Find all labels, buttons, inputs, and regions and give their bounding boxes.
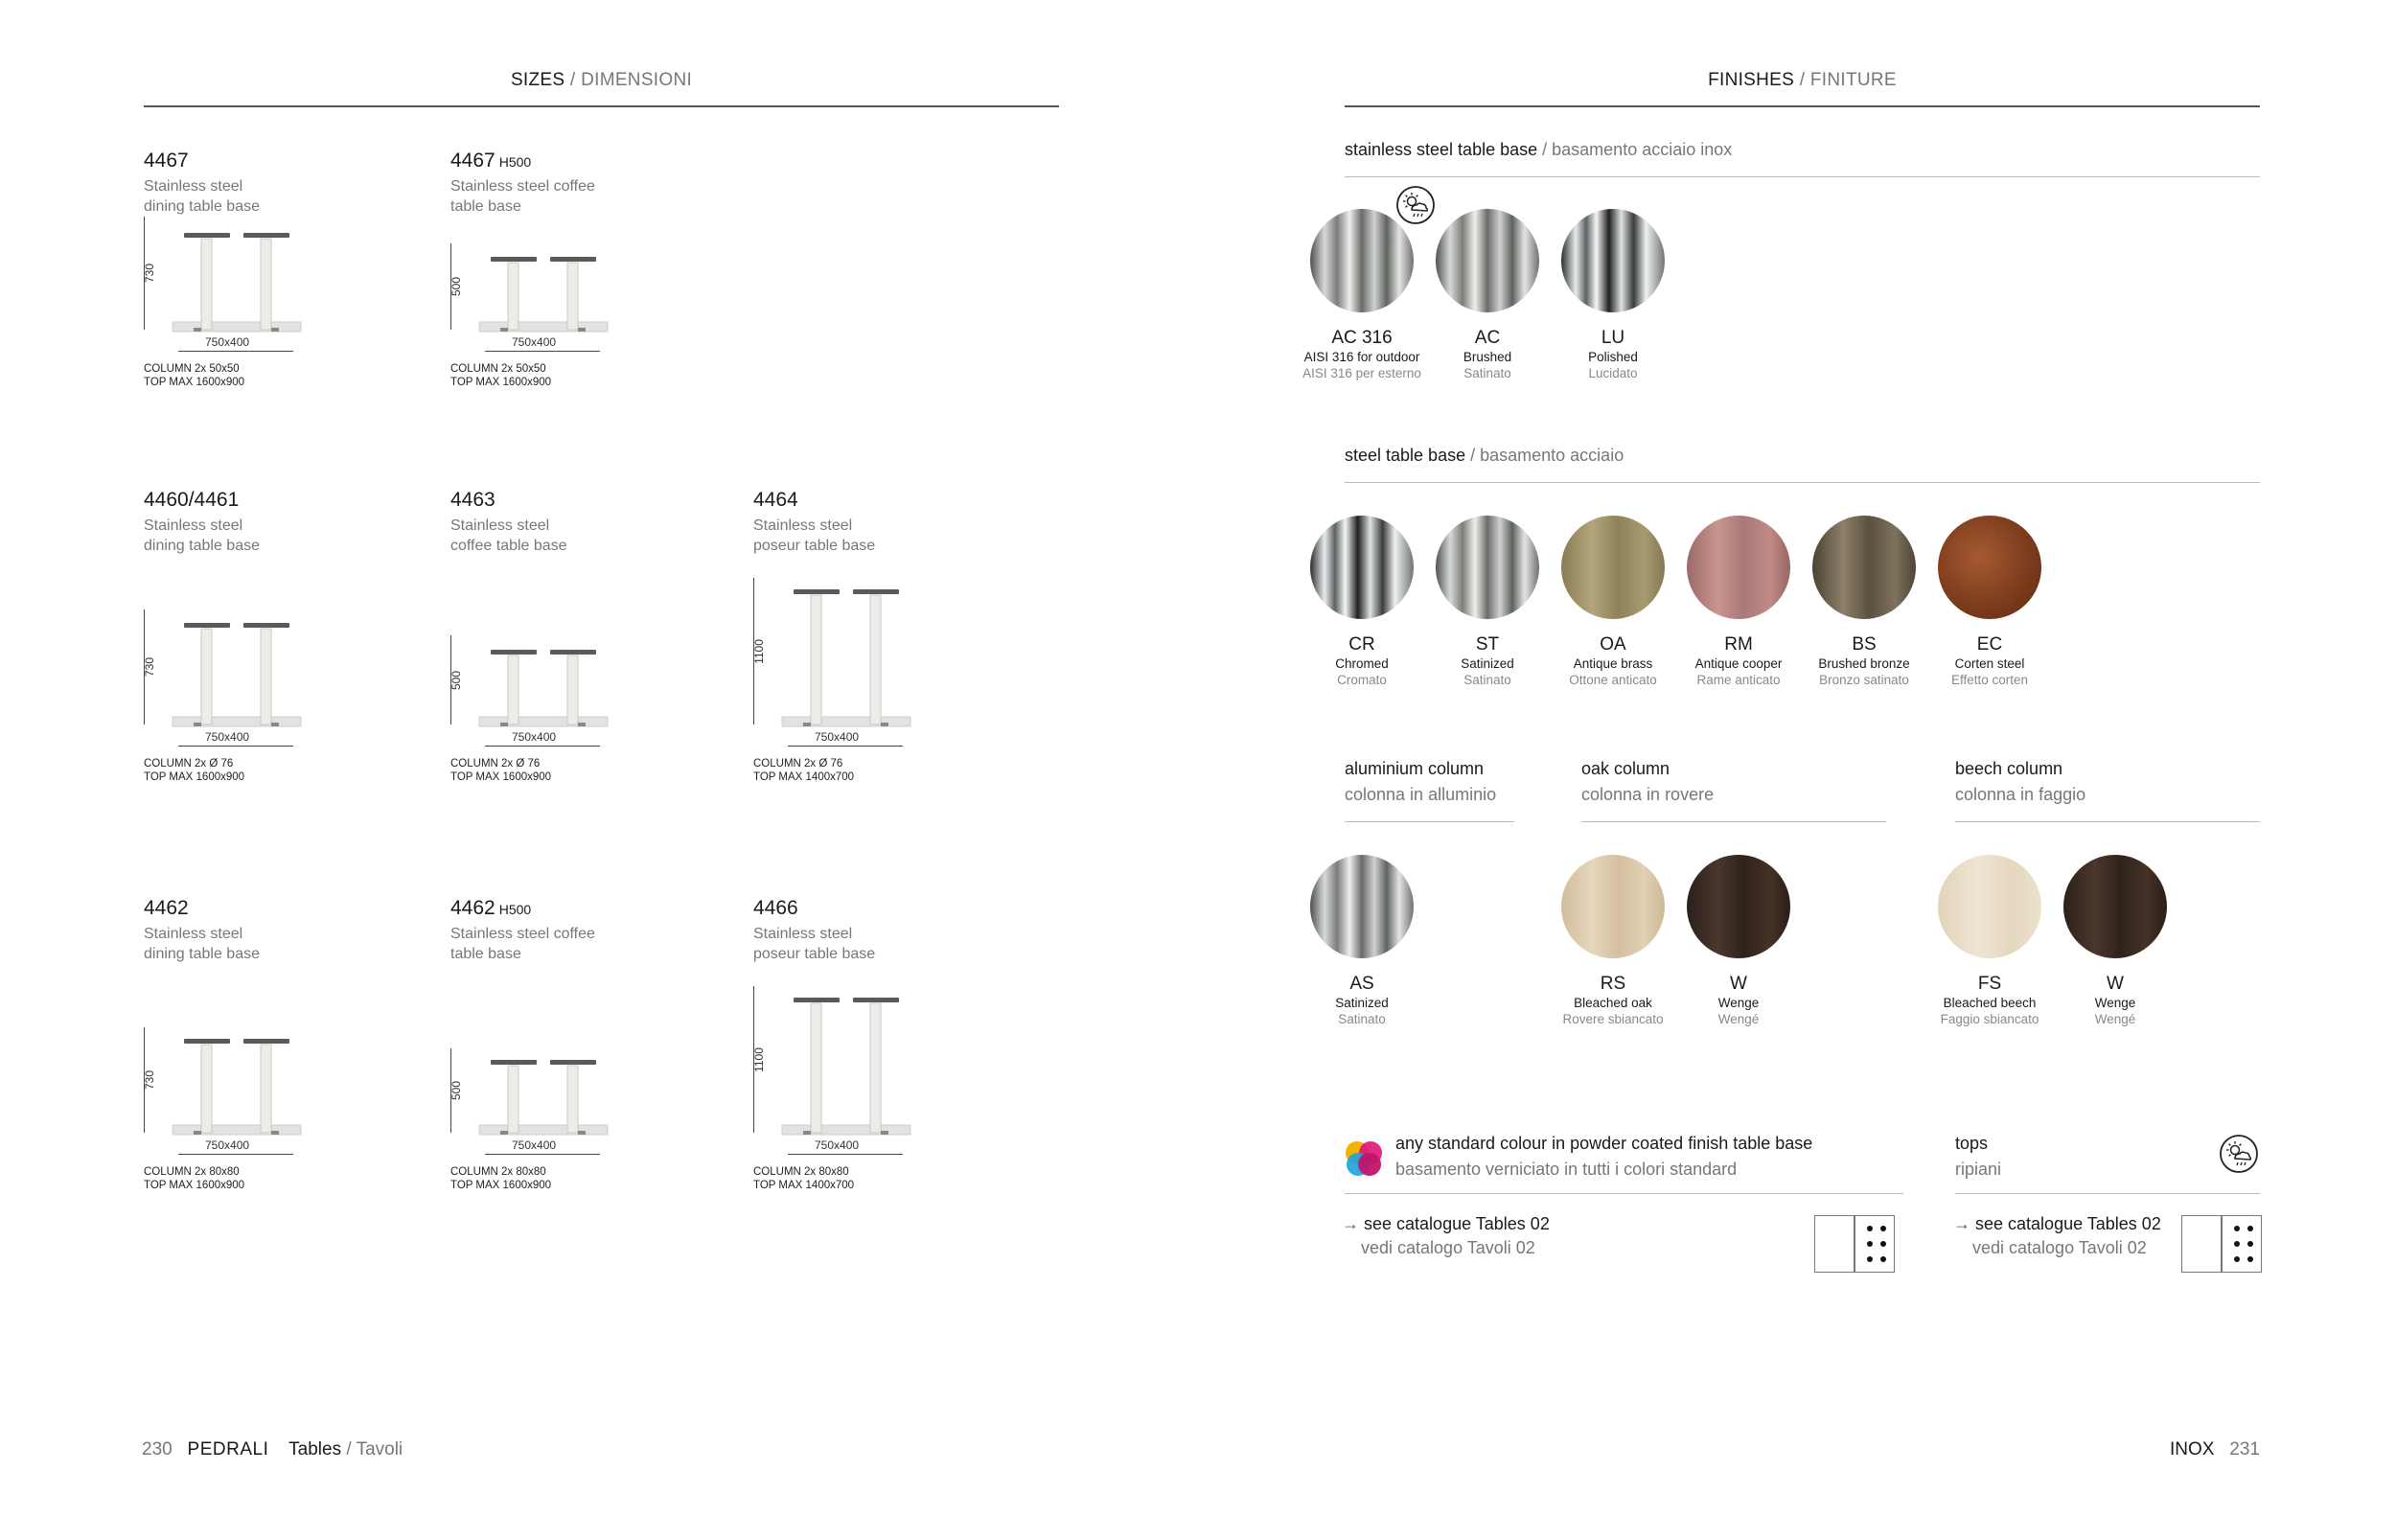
finish-label: ST Satinized Satinato: [1461, 634, 1514, 687]
page-number-right: 231: [2229, 1439, 2260, 1460]
product-description: Stainless steel poseur table base: [753, 926, 876, 962]
sizes-subtitle: DIMENSIONI: [581, 70, 693, 90]
finish-label: W Wenge Wengé: [2094, 974, 2136, 1026]
product-spec: COLUMN 2x 80x80 TOP MAX 1400x700: [753, 1166, 855, 1191]
tops-title: tops: [1955, 1134, 1989, 1153]
finish-label: FS Bleached beech Faggio sbiancato: [1940, 974, 2039, 1026]
finish-label: EC Corten steel Effetto corten: [1950, 634, 2029, 687]
finishes-header-rule: [1345, 105, 2260, 107]
aluminium-rule: [1345, 821, 1514, 822]
finish-swatch: [1310, 855, 1414, 958]
width-label: 750x400: [512, 335, 557, 349]
finish-label: AC 316 AISI 316 for outdoor AISI 316 per esterno: [1302, 328, 1421, 380]
width-dimension-line: [178, 351, 293, 352]
outdoor-weather-icon: [1395, 185, 1436, 225]
powder-coat-title: any standard colour in powder coated finish table base: [1395, 1134, 1813, 1153]
product-spec: COLUMN 2x Ø 76 TOP MAX 1400x700: [753, 758, 855, 783]
table-base-drawing: [774, 988, 918, 1137]
product-item: [450, 897, 738, 1213]
height-label: 500: [449, 1080, 463, 1101]
width-label: 750x400: [815, 730, 860, 744]
product-item: [144, 149, 431, 466]
catalogue-book-icon: [1814, 1215, 1895, 1273]
width-dimension-line: [788, 746, 903, 747]
product-spec: COLUMN 2x Ø 76 TOP MAX 1600x900: [450, 758, 552, 783]
finish-label: AC Brushed Satinato: [1463, 328, 1512, 380]
width-label: 750x400: [205, 730, 250, 744]
table-base-drawing: [165, 1029, 309, 1137]
steel-section-title: steel table base / basamento acciaio: [1345, 446, 1624, 465]
oak-rule: [1581, 821, 1886, 822]
oak-column-title: oak column: [1581, 759, 1670, 778]
product-code: 4463: [450, 489, 495, 511]
footer-left: 230 PEDRALI Tables / Tavoli: [142, 1439, 403, 1460]
finish-swatch: [1310, 516, 1414, 619]
finish-swatch: [1687, 516, 1790, 619]
beech-column-title: beech column: [1955, 759, 2063, 778]
finish-label: AS Satinized Satinato: [1335, 974, 1389, 1026]
height-label: 730: [143, 263, 156, 284]
arrow-right-icon: →: [1342, 1214, 1359, 1233]
finish-label: RM Antique cooper Rame anticato: [1694, 634, 1783, 687]
stainless-section-rule: [1345, 176, 2260, 177]
finish-swatch: [1436, 516, 1539, 619]
catalogue-link-right[interactable]: → see catalogue Tables 02: [1953, 1214, 2161, 1233]
product-code: 4466: [753, 897, 798, 919]
product-description: Stainless steel poseur table base: [753, 517, 876, 554]
product-code: 4462 H500: [450, 897, 532, 919]
finishes-title: FINISHES: [1708, 70, 1795, 90]
finish-swatch: [1561, 516, 1665, 619]
aluminium-column-subtitle: colonna in alluminio: [1345, 785, 1497, 804]
finish-label: LU Polished Lucidato: [1588, 328, 1638, 380]
finish-label: BS Brushed bronze Bronzo satinato: [1818, 634, 1910, 687]
product-item: [450, 489, 738, 805]
height-label: 500: [449, 276, 463, 297]
height-label: 1100: [752, 638, 766, 664]
product-code: 4467: [144, 149, 189, 172]
catalogue-book-icon: [2181, 1215, 2262, 1273]
finish-label: OA Antique brass Ottone anticato: [1569, 634, 1657, 687]
finish-label: RS Bleached oak Rovere sbiancato: [1562, 974, 1664, 1026]
powder-rule: [1345, 1193, 1903, 1194]
footer-section: Tables: [288, 1439, 342, 1460]
product-spec: COLUMN 2x 50x50 TOP MAX 1600x900: [450, 363, 552, 388]
product-description: Stainless steel coffee table base: [450, 926, 595, 962]
catalogue-link-left[interactable]: → see catalogue Tables 02: [1342, 1214, 1550, 1233]
height-label: 1100: [752, 1046, 766, 1072]
table-base-drawing: [472, 637, 615, 728]
product-item: [753, 897, 1041, 1213]
product-description: Stainless steel coffee table base: [450, 178, 595, 215]
height-label: 500: [449, 670, 463, 690]
finish-swatch: [1310, 209, 1414, 312]
aluminium-column-title: aluminium column: [1345, 759, 1485, 778]
steel-section-rule: [1345, 482, 2260, 483]
product-code: 4462: [144, 897, 189, 919]
sizes-title: SIZES: [510, 70, 565, 90]
product-description: Stainless steel dining table base: [144, 517, 260, 554]
finish-swatch: [1938, 855, 2041, 958]
product-description: Stainless steel dining table base: [144, 926, 260, 962]
width-label: 750x400: [815, 1138, 860, 1152]
finish-swatch: [1938, 516, 2041, 619]
finish-swatch: [2063, 855, 2167, 958]
catalogue-sub-right: vedi catalogo Tavoli 02: [1972, 1238, 2147, 1257]
beech-column-subtitle: colonna in faggio: [1955, 785, 2086, 804]
width-dimension-line: [178, 746, 293, 747]
height-label: 730: [143, 656, 156, 678]
powder-coat-subtitle: basamento verniciato in tutti i colori standard: [1395, 1160, 1738, 1179]
page-number-left: 230: [142, 1439, 173, 1460]
product-spec: COLUMN 2x 80x80 TOP MAX 1600x900: [450, 1166, 552, 1191]
product-spec: COLUMN 2x 50x50 TOP MAX 1600x900: [144, 363, 245, 388]
sizes-header-rule: [144, 105, 1059, 107]
finish-swatch: [1561, 855, 1665, 958]
table-base-drawing: [774, 580, 918, 728]
product-item: [753, 489, 1041, 805]
width-label: 750x400: [512, 1138, 557, 1152]
product-description: Stainless steel coffee table base: [450, 517, 567, 554]
finish-label: W Wenge Wengé: [1717, 974, 1760, 1026]
product-code: 4460/4461: [144, 489, 240, 511]
stainless-section-title: stainless steel table base / basamento acciaio inox: [1345, 140, 1733, 159]
width-label: 750x400: [512, 730, 557, 744]
width-dimension-line: [485, 1154, 600, 1155]
height-label: 730: [143, 1069, 156, 1091]
table-base-drawing: [165, 218, 309, 333]
width-dimension-line: [788, 1154, 903, 1155]
width-label: 750x400: [205, 335, 250, 349]
width-label: 750x400: [205, 1138, 250, 1152]
finish-label: CR Chromed Cromato: [1335, 634, 1389, 687]
sizes-header: SIZES / DIMENSIONI: [510, 70, 693, 90]
tops-rule: [1955, 1193, 2260, 1194]
finish-swatch: [1436, 209, 1539, 312]
product-code: 4467 H500: [450, 149, 532, 172]
footer-right: [2170, 1439, 2260, 1460]
finish-swatch: [1561, 209, 1665, 312]
product-item: [450, 149, 738, 466]
table-base-drawing: [472, 1050, 615, 1137]
product-item: [144, 489, 431, 805]
catalogue-sub-left: vedi catalogo Tavoli 02: [1361, 1238, 1535, 1257]
product-code: 4464: [753, 489, 798, 511]
finishes-subtitle: FINITURE: [1809, 70, 1897, 90]
finishes-header: FINISHES / FINITURE: [1708, 70, 1897, 90]
tops-subtitle: ripiani: [1955, 1160, 2002, 1179]
table-base-drawing: [472, 245, 615, 333]
product-spec: COLUMN 2x Ø 76 TOP MAX 1600x900: [144, 758, 245, 783]
width-dimension-line: [485, 351, 600, 352]
product-description: Stainless steel dining table base: [144, 178, 260, 215]
product-item: [144, 897, 431, 1213]
outdoor-weather-icon: [2219, 1134, 2259, 1174]
table-base-drawing: [165, 611, 309, 728]
finish-swatch: [1812, 516, 1916, 619]
beech-rule: [1955, 821, 2260, 822]
width-dimension-line: [178, 1154, 293, 1155]
finish-swatch: [1687, 855, 1790, 958]
footer-collection: INOX: [2170, 1439, 2215, 1460]
oak-column-subtitle: colonna in rovere: [1581, 785, 1715, 804]
brand-name: PEDRALI: [187, 1439, 269, 1460]
product-spec: COLUMN 2x 80x80 TOP MAX 1600x900: [144, 1166, 245, 1191]
width-dimension-line: [485, 746, 600, 747]
colour-palette-icon: [1342, 1136, 1388, 1182]
arrow-right-icon: →: [1953, 1214, 1970, 1233]
